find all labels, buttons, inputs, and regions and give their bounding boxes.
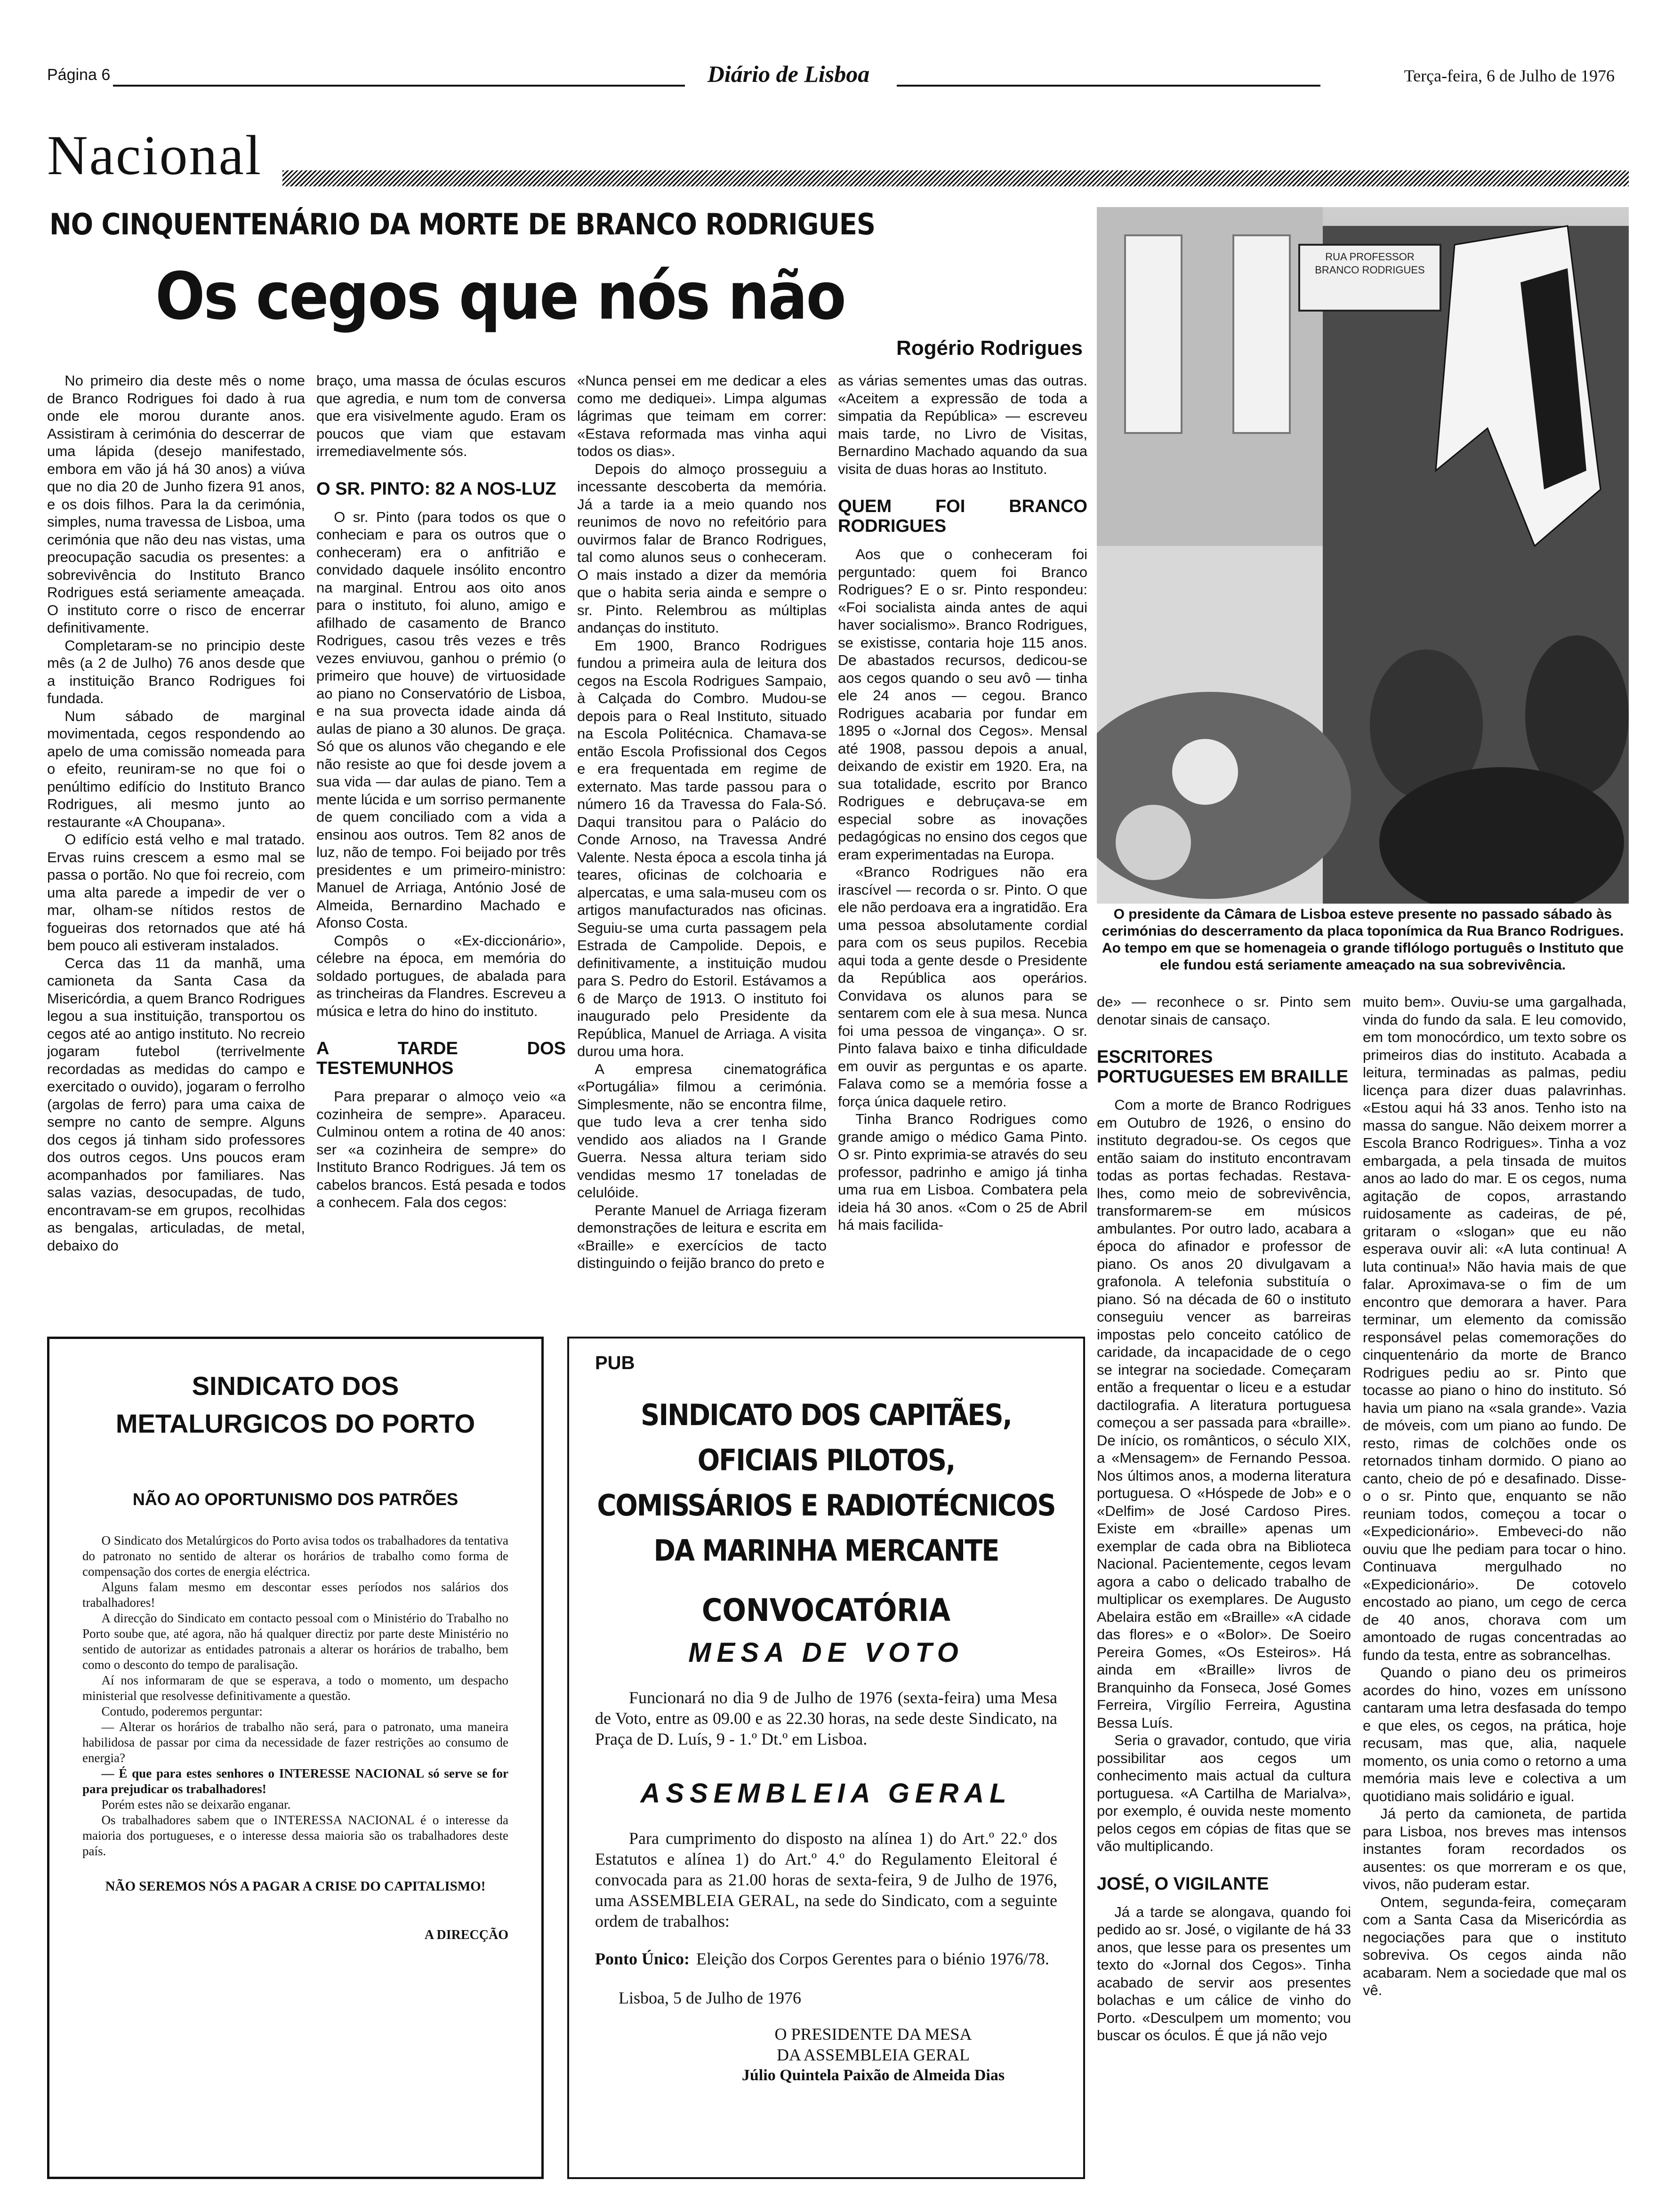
ad-metalurgicos-signature: A DIRECÇÃO <box>424 1928 508 1942</box>
article-title: Os cegos que nós não <box>155 258 845 334</box>
article-kicker: NO CINQUENTENÁRIO DA MORTE DE BRANCO RODRIGUES <box>49 207 876 241</box>
paragraph: O edifício está velho e mal tratado. Ervas ruins crescem a esmo mal se passa o portão. No que foi recreio, com uma alta parede a impedir de ver o mar, olham-se nítidos restos de fogueiras dos retornados que até há bem pouco ali estiveram instalados. <box>47 831 305 954</box>
column-5 <box>1097 993 1351 2184</box>
paragraph: O sr. Pinto (para todos os que o conheciam e para os outros que o conheceram) era o anfitrião e convidado daquele insólito encontro na marginal. Entrou aos oito anos para o instituto, foi aluno, amigo e afilhado de casamento de Branco Rodrigues, casou três vezes e três vezes enviuvou, ganhou o prémio (o primeiro que houve) de virtuosidade ao piano no Conservatório de Lisboa, e na sua provecta idade ainda dá aulas de piano a 30 alunos. De graça. Só que os alunos vão chegando e ele não resiste ao que foi desde jovem a sua vida — dar aulas de piano. Tem a mente lúcida e um sorriso permanente de quem conciliado com a vida a ensinou aos outros. Tem 82 anos de luz, não de tempo. Foi beijado por três presidentes e um primeiro-ministro: Manuel de Arriaga, António José de Almeida, Bernardino Machado e Afonso Costa. <box>316 508 566 931</box>
column-6 <box>1363 993 1626 2184</box>
subhead-a-tarde: A TARDE DOS TESTEMUNHOS <box>316 1039 566 1078</box>
article-byline: Rogério Rodrigues <box>896 337 1083 360</box>
paragraph: O Sindicato dos Metalúrgicos do Porto avisa todos os trabalhadores da tentativa do patronato no sentido de alterar os horários de trabalho como forma de compensação dos cortes de energia eléctrica. <box>82 1533 508 1579</box>
paragraph: «Nunca pensei em me dedicar a eles como me dediquei». Limpa algumas lágrimas que teimam em correr: «Estava reformada mas vinha aqui todos os dias». <box>577 372 827 459</box>
page-number: Página 6 <box>47 66 111 84</box>
ad-capitaes-ponto <box>595 1948 1057 1969</box>
column-1 <box>47 372 305 1322</box>
ceremony-photo <box>1097 207 1629 904</box>
paragraph: Aí nos informaram de que se esperava, a todo o momento, um despacho ministerial que resolvesse definitivamente a questão. <box>82 1673 508 1703</box>
subhead-escritores: ESCRITORES PORTUGUESES EM BRAILLE <box>1097 1047 1349 1087</box>
ad-capitaes-text-assembleia: Para cumprimento do disposto na alínea 1) do Art.º 22.º dos Estatutos e alínea 1) do Art.º 4.º do Regulamento Eleitoral é convocada para as 21.00 horas de sexta-feira, 9 de Julho de 1976, uma ASSEMBLEIA GERAL, na sede do Sindicato, com a seguinte ordem de trabalhos: <box>595 1829 1057 1931</box>
ad-capitaes-sig-line: O PRESIDENTE DA MESA <box>774 2025 972 2044</box>
column-2 <box>316 372 566 1322</box>
page-date: Terça-feira, 6 de Julho de 1976 <box>1404 66 1615 85</box>
ad-capitaes-ponto-label: Ponto Único: <box>595 1949 690 1968</box>
paragraph: Tinha Branco Rodrigues como grande amigo o médico Gama Pinto. O sr. Pinto exprimia-se através do seu professor, padrinho e amigo já tinha uma rua em Lisboa. Combatera pela ideia há 30 anos. «Com o 25 de Abril há mais facilida- <box>838 1111 1087 1233</box>
paragraph: Com a morte de Branco Rodrigues em Outubro de 1926, o ensino do instituto degradou-se. Os cegos que então saiam do instituto encontravam todas as portas fechadas. Restava-lhes, como meio de sobrevivência, transformarem-se em músicos ambulantes. Por outro lado, acabara a época do afinador e professor de piano. Os anos 20 divulgavam a grafonola. A telefonia substituía o piano. Só na década de 60 o instituto conseguiu vencer as barreiras impostas pelo conceito católico de caridade, da incapacidade de o cego se integrar na sociedade. Começaram então a frequentar o liceu e a estudar dactilografia. A literatura portuguesa começou a ser passada para «braille». De início, os românticos, o século XIX, a «Mensagem» de Fernando Pessoa. Nos últimos anos, a moderna literatura portuguesa. O «Hóspede de Job» e o «Delfim» de José Cardoso Pires. Existe em «braille» apenas um exemplar de cada obra na Biblioteca Nacional. Pacientemente, cegos levam agora a cabo o delicado trabalho de multiplicar os exemplares. De Augusto Abelaira estão em «Braille» «A cidade das flores» e o «Bolor». De Soeiro Pereira Gomes, «Os Esteiros». Há ainda em «Braille» livros de Branquinho da Fonseca, José Gomes Ferreira, Virgílio Ferreira, Agustina Bessa Luís. <box>1097 1097 1351 1731</box>
paragraph: Já a tarde se alongava, quando foi pedido ao sr. José, o vigilante de há 33 anos, que lesse para os presentes um texto do «Jornal dos Cegos». Tinha acabado de servir aos presentes bolachas e um cálice de vinho do Porto. «Desculpem um momento; vou buscar os óculos. É que já não vejo <box>1097 1903 1351 2044</box>
paragraph: — Alterar os horários de trabalho não será, para o patronato, uma maneira habilidosa de passar por cima da necessidade de fazer restrições ao consumo de energia? <box>82 1720 508 1765</box>
paragraph: «Branco Rodrigues não era irascível — recorda o sr. Pinto. O que ele não perdoava era a ingratidão. Era uma pessoa absolutamente cordial para com os seus pupilos. Recebia aqui toda a gente desde o Presidente da República aos operários. Convidava os alunos para se sentarem com ele à sua mesa. Nunca foi uma pessoa de vingança». O sr. Pinto falava baixo e tinha dificuldade em ouvir as perguntas e os aparte. Falava como se a memória fosse a força única daquele retiro. <box>838 864 1087 1110</box>
ad-capitaes-signature <box>595 2024 1057 2086</box>
paragraph: Porém estes não se deixarão enganar. <box>101 1797 291 1811</box>
section-rule <box>282 170 1629 186</box>
paragraph: No primeiro dia deste mês o nome de Branco Rodrigues foi dado à rua onde ele morou durante anos. Assistiram à cerimónia do descerrar de uma lápida (desejo manifestado, embora em vão já há 30 anos) a viúva que no dia 20 de Junho fizera 91 anos, e os dois filhos. Para la da cerimónia, simples, numa travessa de Lisboa, uma cerimónia que não deu nas vistas, uma preocupação sacudia os presentes: a sobrevivência do Instituto Branco Rodrigues está seriamente ameaçada. O instituto corre o risco de encerrar definitivamente. <box>47 372 305 636</box>
header-rule-left <box>113 85 685 87</box>
ad-capitaes-sig-line: DA ASSEMBLEIA GERAL <box>776 2045 970 2064</box>
subhead-sr-pinto: O SR. PINTO: 82 A NOS-LUZ <box>316 479 556 499</box>
paragraph: Cerca das 11 da manhã, uma camioneta da Santa Casa da Misericórdia, a quem Branco Rodrigues legou a sua instituição, transportou os cegos até ao antigo instituto. No recreio jogaram futebol (terrivelmente recordadas as medidas do campo e exercitado o ouvido), jogaram o ferrolho (argolas de ferro) para uma caixa de sempre no canto de sempre. Alguns dos cegos já tinham sido professores dos outros cegos. Uns poucos eram acompanhados por familiares. Nas salas vazias, desocupadas, de tudo, encontravam-se em grupos, recolhidas as bengalas, articuladas, de metal, debaixo do <box>47 954 305 1254</box>
paragraph: — É que para estes senhores o INTERESSE NACIONAL só serve se for para prejudicar os trabalhadores! <box>82 1766 508 1796</box>
section-title: Nacional <box>47 124 263 186</box>
ad-capitaes-title-line: DA MARINHA MERCANTE <box>653 1533 999 1568</box>
ad-capitaes-heading: CONVOCATÓRIA <box>701 1592 951 1628</box>
ad-metalurgicos-title: SINDICATO DOS METALURGICOS DO PORTO <box>115 1371 475 1438</box>
paragraph: Compôs o «Ex-diccionário», célebre na época, em memória do soldado portugues, de abalada para as trincheiras da Flandres. Escreveu a música e letra do hino do instituto. <box>316 932 566 1019</box>
paragraph: Em 1900, Branco Rodrigues fundou a primeira aula de leitura dos cegos na Escola Rodrigues Sampaio, à Calçada do Combro. Mudou-se depois para o Real Instituto, situado na Escola Politécnica. Chamava-se então Escola Profissional dos Cegos e era frequentada em regime de externato. Mas tarde passou para o número 16 da Travessa do Fala-Só. Daqui transitou para o Palácio do Conde Arnoso, na Travessa André Valente. Nesta época a escola tinha já teares, oficinas de colchoaria e alpercatas, e uma sala-museu com os artigos manufacturados nas oficinas. Seguiu-se uma curta passagem pela Estrada de Campolide. Depois, e definitivamente, a instituição mudou para S. Pedro do Estoril. Estávamos a 6 de Março de 1913. O instituto foi inaugurado pelo Presidente da República, Manuel de Arriaga. A visita durou uma hora. <box>577 637 827 1059</box>
ad-capitaes-tag: PUB <box>595 1353 635 1373</box>
paragraph: Perante Manuel de Arriaga fizeram demonstrações de leitura e escrita em «Braille» e exercícios de tacto distinguindo o feijão branco do preto e <box>577 1202 827 1271</box>
paragraph: Para preparar o almoço veio «a cozinheira de sempre». Aparaceu. Culminou ontem a rotina de 40 anos: ser «a cozinheira de sempre» do Instituto Branco Rodrigues. Já tem os cabelos brancos. Está pesada e todos a conhecem. Fala dos cegos: <box>316 1088 566 1210</box>
ad-capitaes-section-voto: MESA DE VOTO <box>688 1637 964 1668</box>
paragraph: Ontem, segunda-feira, começaram com a Santa Casa da Misericórdia as negociações para que o instituto sobreviva. Os cegos ainda não acabaram. Nem a sociedade que mal os vê. <box>1363 1893 1626 1998</box>
paragraph: muito bem». Ouviu-se uma gargalhada, vinda do fundo da sala. E leu comovido, em tom monocórdico, um texto sobre os primeiros dias do instituto. Acabada a leitura, terminadas as palmas, pediu licença para dizer duas palavrinhas. «Estou aqui há 33 anos. Tenho isto na massa do sangue. Não deixem morrer a Escola Branco Rodrigues». Tinha a voz embargada, a pela tinsada de muitos anos ao lado do mar. E os cegos, numa agitação de copos, arrastando ruidosamente as cadeiras, de pé, gritaram o «slogan» que eu não esperava ouvir ali: «A luta continua! A luta continua!» Não havia mais de que falar. Aproximava-se o fim de um encontro que demorara a haver. Para terminar, um elemento da comissão responsável pelas comemorações do cinquentenário da morte de Branco Rodrigues pediu ao sr. Pinto que tocasse ao piano o hino do instituto. Só havia um piano na «sala grande». Vazia de móveis, com um piano ao fundo. De resto, rimas de colchões onde os retornados tinham dormido. O piano ao canto, cheio de pó e desafinado. Disse-o o sr. Pinto que, enquanto se não reuniam todos, começou a tocar o «Expedicionário». Embeveci-do não ouviu que lhe pediam para tocar o hino. Continuava mergulhado no «Expedicionário». De cotovelo encostado ao piano, um cego de cerca de 40 anos, chorava com um amontoado de rugas concentradas ao fundo da testa, entre as sobrancelhas. <box>1363 994 1626 1663</box>
ad-capitaes-text-voto: Funcionará no dia 9 de Julho de 1976 (sexta-feira) uma Mesa de Voto, entre as 09.00 e as 22.30 horas, na sede deste Sindicato, na Praça de D. Luís, 9 - 1.º Dt.º em Lisboa. <box>595 1688 1057 1748</box>
photo-caption: O presidente da Câmara de Lisboa esteve presente no passado sábado às cerimónias do descerramento da placa toponímica da Rua Branco Rodrigues. Ao tempo em que se homenageia o grande tiflólogo português o Instituto que ele fundou está seriamente ameaçado na sua sobrevivência. <box>1102 906 1624 973</box>
paragraph: Num sábado de marginal movimentada, cegos respondendo ao apelo de uma comissão nomeada para o efeito, reuniram-se no que foi o penúltimo edifício do Instituto Branco Rodrigues, ali mesmo junto ao restaurante «A Choupana». <box>47 707 305 830</box>
ad-capitaes-title-line: SINDICATO DOS CAPITÃES, OFICIAIS PILOTOS, <box>641 1398 1012 1477</box>
ad-capitaes <box>567 1337 1085 2179</box>
ad-capitaes-place-date: Lisboa, 5 de Julho de 1976 <box>619 1988 801 2007</box>
column-3 <box>577 372 827 1322</box>
subhead-quem-foi: QUEM FOI BRANCO RODRIGUES <box>838 497 1087 536</box>
ad-metalurgicos-closing: NÃO SEREMOS NÓS A PAGAR A CRISE DO CAPITALISMO! <box>105 1879 486 1894</box>
paragraph: Contudo, poderemos perguntar: <box>101 1704 263 1718</box>
paragraph: as várias sementes umas das outras. «Aceitem a expressão de toda a simpatia da República» — escreveu mais tarde, no Livro de Visitas, Bernardino Machado aquando da sua visita de duas horas ao Instituto. <box>838 372 1087 477</box>
paragraph: Os trabalhadores sabem que o INTERESSA NACIONAL é o interesse da maioria dos portugueses, e o interesse dessa maioria são os trabalhadores deste país. <box>82 1813 508 1858</box>
ad-capitaes-sig-name: Júlio Quintela Paixão de Almeida Dias <box>741 2067 1005 2084</box>
paragraph: Seria o gravador, contudo, que viria possibilitar aos cegos um conhecimento mais actual da cultura portuguesa. «A Cartilha de Marialva», por exemplo, é ouvida neste momento pelos cegos em cópias de fitas que se vão multiplicando. <box>1097 1732 1351 1854</box>
paragraph: Quando o piano deu os primeiros acordes do hino, vozes em uníssono cantaram uma letra desfasada do tempo e que eles, os cegos, na prática, hoje recusam, mas que, alia, naquele momento, os unia como o retorno a uma memória mais leve e colectiva a um quotidiano mais solidário e igual. <box>1363 1664 1626 1804</box>
paragraph: Aos que o conheceram foi perguntado: quem foi Branco Rodrigues? E o sr. Pinto respondeu: «Foi socialista ainda antes de aqui haver socialismo». Branco Rodrigues, se existisse, contaria hoje 115 anos. De abastados recursos, dedicou-se aos cegos quando o seu avô — tinha ele 24 anos — cegou. Branco Rodrigues acabaria por fundar em 1895 o «Jornal dos Cegos». Mensal até 1908, passou depois a anual, deixando de existir em 1920. Era, na sua totalidade, escrito por Branco Rodrigues e debruçava-se em especial sobre as inovações pedagógicas no ensino dos cegos que eram experimentadas na Europa. <box>838 546 1087 863</box>
paragraph: Já perto da camioneta, de partida para Lisboa, nos breves mas intensos instantes foram recordados os ausentes: os que morreram e os que, vivos, não puderam estar. <box>1363 1805 1626 1892</box>
ad-capitaes-ponto-text: Eleição dos Corpos Gerentes para o biénio 1976/78. <box>696 1949 1049 1968</box>
paragraph: Alguns falam mesmo em descontar esses períodos nos salários dos trabalhadores! <box>82 1580 508 1610</box>
ad-metalurgicos <box>47 1337 544 2179</box>
ad-capitaes-section-assembleia: ASSEMBLEIA GERAL <box>640 1778 1012 1809</box>
paragraph: de» — reconhece o sr. Pinto sem denotar sinais de cansaço. <box>1097 994 1351 1028</box>
ad-capitaes-title <box>595 1393 1057 1573</box>
street-plaque: RUA PROFESSOR BRANCO RODRIGUES <box>1315 251 1425 276</box>
ad-capitaes-title-line: COMISSÁRIOS E RADIOTÉCNICOS <box>597 1488 1055 1523</box>
header-rule-right <box>897 85 1320 87</box>
paragraph: A direcção do Sindicato em contacto pessoal com o Ministério do Trabalho no Porto soube que, até agora, não há qualquer directiz por parte deste Ministério no sentido de autorizar as entidades patronais a alterar os horários de trabalho, bem como o desconto do tempo de paralisação. <box>82 1611 508 1672</box>
ad-metalurgicos-body <box>82 1533 508 1859</box>
masthead: Diário de Lisboa <box>707 61 870 87</box>
subhead-jose: JOSÉ, O VIGILANTE <box>1097 1874 1269 1894</box>
paragraph: Completaram-se no principio deste mês (a 2 de Julho) 76 anos desde que a instituição Branco Rodrigues foi fundada. <box>47 637 305 706</box>
ad-metalurgicos-subtitle: NÃO AO OPORTUNISMO DOS PATRÕES <box>132 1490 458 1509</box>
column-4 <box>838 372 1087 1322</box>
paragraph: braço, uma massa de óculas escuros que agredia, e num tom de conversa que era visivelmente agudo. Eram os poucos que viam que estavam irremediavelmente sós. <box>316 372 566 459</box>
paragraph: Depois do almoço prosseguiu a incessante descoberta da memória. Já a tarde ia a meio quando nos reunimos de novo no refeitório para ouvirmos falar de Branco Rodrigues, tal como alunos seus o conheceram. O mais instado a dizer da memória que o habita seria ainda e sempre o sr. Pinto. Relembrou as múltiplas andanças do instituto. <box>577 460 827 636</box>
paragraph: A empresa cinematográfica «Portugália» filmou a cerimónia. Simplesmente, não se encontra filme, que tudo leva a crer tenha sido vendido aos aliados na I Grande Guerra. Nessa altura teriam sido vendidas mesmo 17 toneladas de celulóide. <box>577 1060 827 1201</box>
